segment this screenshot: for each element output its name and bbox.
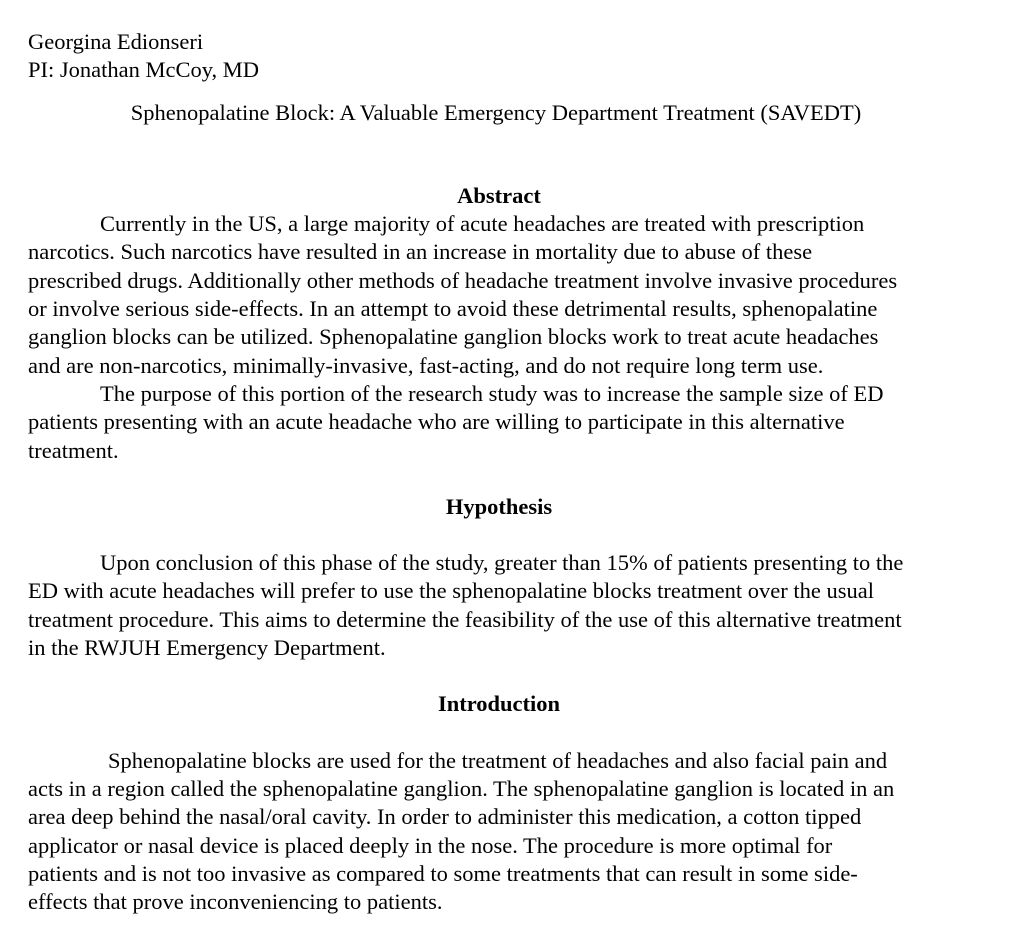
abstract-p1-line: ganglion blocks can be utilized. Sphenopalatine ganglion blocks work to treat acute headaches bbox=[28, 324, 879, 350]
introduction-line: acts in a region called the sphenopalatine ganglion. The sphenopalatine ganglion is located in an bbox=[28, 775, 895, 801]
abstract-p2-line: The purpose of this portion of the research study was to increase the sample size of ED bbox=[100, 380, 884, 406]
author-name: Georgina Edionseri bbox=[28, 29, 204, 54]
hypothesis-line: Upon conclusion of this phase of the study, greater than 15% of patients presenting to the bbox=[100, 550, 904, 576]
principal-investigator: PI: Jonathan McCoy, MD bbox=[28, 57, 260, 83]
introduction-heading: Introduction bbox=[437, 691, 561, 717]
abstract-p1-line: Currently in the US, a large majority of acute headaches are treated with prescription bbox=[100, 211, 865, 237]
hypothesis-paragraph bbox=[28, 549, 984, 662]
introduction-paragraph bbox=[28, 747, 984, 917]
introduction-line: area deep behind the nasal/oral cavity. In order to administer this medication, a cotton tipped bbox=[28, 804, 862, 830]
introduction-line: applicator or nasal device is placed deeply in the nose. The procedure is more optimal for bbox=[28, 832, 833, 858]
abstract-p1-line: prescribed drugs. Additionally other methods of headache treatment involve invasive procedures bbox=[28, 267, 898, 293]
hypothesis-line: ED with acute headaches will prefer to use the sphenopalatine blocks treatment over the usual bbox=[28, 578, 874, 604]
abstract-p1-line: or involve serious side-effects. In an attempt to avoid these detrimental results, sphenopalatine bbox=[28, 296, 878, 322]
hypothesis-line: in the RWJUH Emergency Department. bbox=[28, 635, 386, 661]
abstract-paragraph-2 bbox=[28, 380, 984, 465]
abstract-paragraph-1 bbox=[28, 210, 984, 380]
abstract-p2-line: patients presenting with an acute headache who are willing to participate in this alternative bbox=[28, 409, 845, 435]
introduction-line: effects that prove inconveniencing to patients. bbox=[28, 889, 443, 915]
abstract-p1-line: and are non-narcotics, minimally-invasive, fast-acting, and do not require long term use. bbox=[28, 352, 824, 378]
hypothesis-line: treatment procedure. This aims to determine the feasibility of the use of this alternative treatment bbox=[28, 606, 902, 632]
abstract-p1-line: narcotics. Such narcotics have resulted in an increase in mortality due to abuse of these bbox=[28, 239, 813, 265]
introduction-line: Sphenopalatine blocks are used for the treatment of headaches and also facial pain and bbox=[108, 747, 888, 773]
document-title: Sphenopalatine Block: A Valuable Emergency Department Treatment (SAVEDT) bbox=[130, 99, 862, 125]
abstract-heading: Abstract bbox=[457, 182, 541, 208]
introduction-line: patients and is not too invasive as compared to some treatments that can result in some side- bbox=[28, 860, 858, 886]
abstract-p2-line: treatment. bbox=[28, 437, 119, 463]
hypothesis-heading: Hypothesis bbox=[445, 493, 553, 519]
